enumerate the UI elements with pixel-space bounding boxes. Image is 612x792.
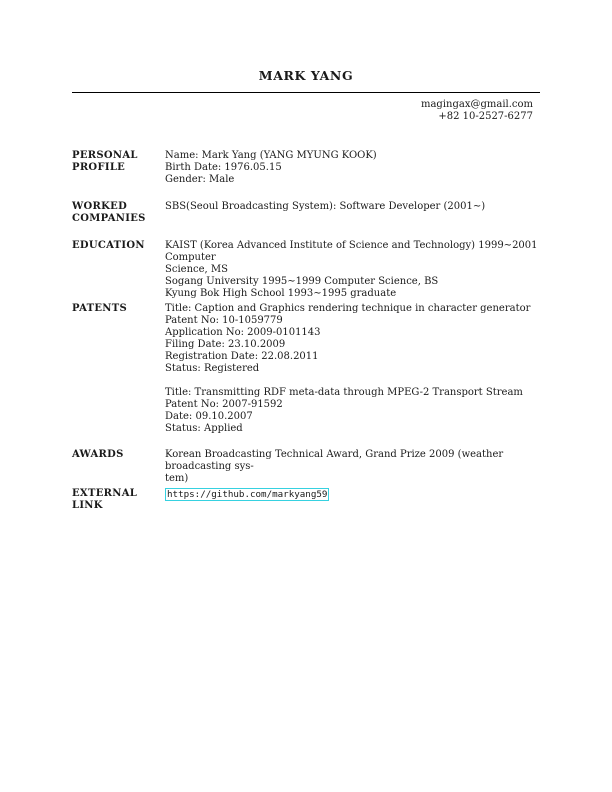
page-title: MARK YANG [258, 68, 354, 83]
section-label-line: PATENTS [72, 303, 127, 314]
patent-line: Title: Caption and Graphics rendering technique in character generator [165, 303, 531, 314]
patent-line: Status: Applied [165, 423, 243, 434]
section-content [165, 150, 540, 186]
section-content [165, 303, 540, 435]
section-content [165, 449, 540, 485]
contact-block [72, 99, 533, 123]
section-label [72, 240, 160, 252]
section-label-line: COMPANIES [72, 213, 146, 224]
content-line: Gender: Male [165, 174, 235, 185]
section-content [165, 240, 540, 300]
content-line: Birth Date: 1976.05.15 [165, 162, 282, 173]
content-line: KAIST (Korea Advanced Institute of Science and Technology) 1999∼2001 Computer [165, 240, 538, 263]
section-content [165, 201, 540, 213]
patent-line: Filing Date: 23.10.2009 [165, 339, 286, 350]
section-label [72, 488, 160, 512]
patent-line: Title: Transmitting RDF meta-data through MPEG-2 Transport Stream [165, 387, 523, 398]
section-label-line: PROFILE [72, 162, 126, 173]
section-label-line: AWARDS [72, 449, 124, 460]
content-line: SBS(Seoul Broadcasting System): Software Developer (2001∼) [165, 201, 486, 212]
phone-text: +82 10-2527-6277 [438, 111, 533, 122]
patent-line: Date: 09.10.2007 [165, 411, 253, 422]
section-label [72, 303, 160, 315]
section-label-line: EDUCATION [72, 240, 145, 251]
content-line: Sogang University 1995∼1999 Computer Science, BS [165, 276, 439, 287]
patent-line: Registration Date: 22.08.2011 [165, 351, 319, 362]
title-divider [72, 92, 540, 93]
section-label [72, 150, 160, 174]
section-label-line: PERSONAL [72, 150, 138, 161]
content-line: Kyung Bok High School 1993∼1995 graduate [165, 288, 397, 299]
email-text: magingax@gmail.com [420, 99, 533, 110]
patent-line: Patent No: 10-1059779 [165, 315, 283, 326]
section-label-line: LINK [72, 500, 103, 511]
patent-line: Patent No: 2007-91592 [165, 399, 283, 410]
github-link[interactable]: https://github.com/markyang59 [167, 489, 328, 500]
patent-line: Application No: 2009-0101143 [165, 327, 321, 338]
content-line: Korean Broadcasting Technical Award, Grand Prize 2009 (weather broadcasting sys- [165, 449, 504, 472]
content-line: tem) [165, 473, 189, 484]
section-label-line: EXTERNAL [72, 488, 138, 499]
section-label-line: WORKED [72, 201, 128, 212]
content-line: Name: Mark Yang (YANG MYUNG KOOK) [165, 150, 377, 161]
patent-line: Status: Registered [165, 363, 260, 374]
section-content [165, 488, 540, 501]
patent-spacer [165, 375, 540, 387]
section-label [72, 449, 160, 461]
section-label [72, 201, 160, 225]
content-line: Science, MS [165, 264, 228, 275]
